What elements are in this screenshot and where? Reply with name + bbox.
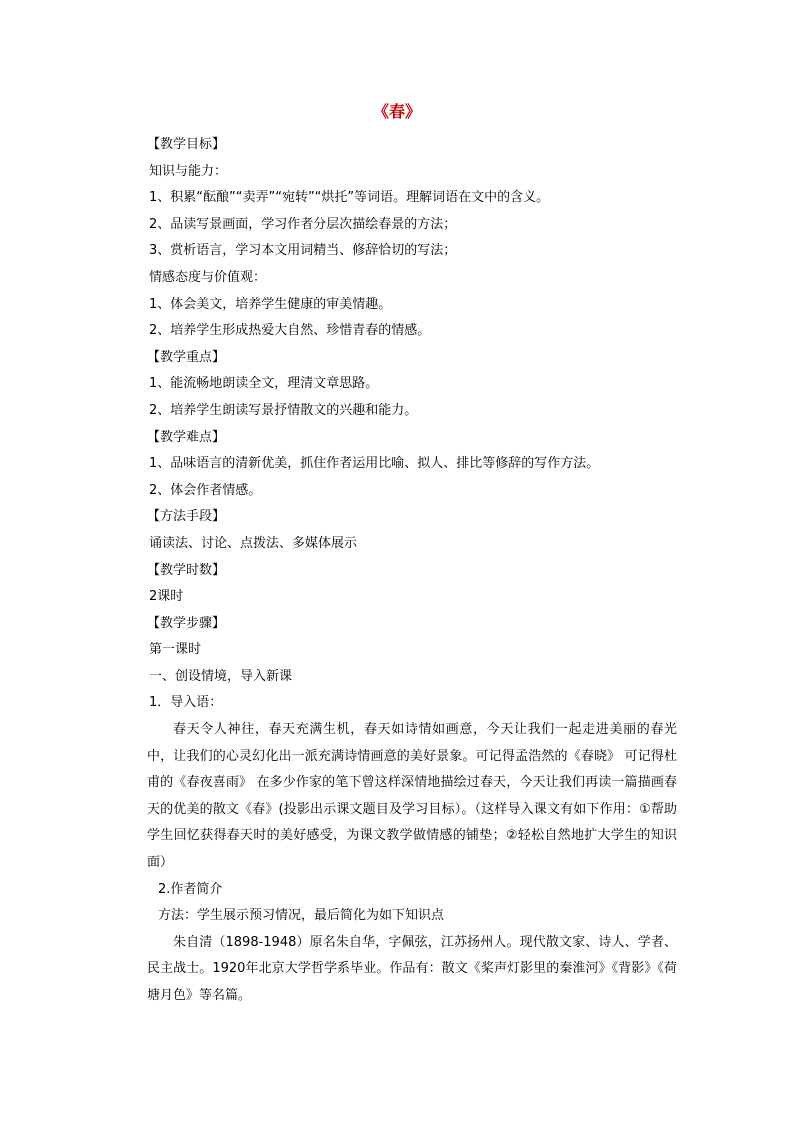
part-heading: 一、创设情境，导入新课	[149, 668, 293, 684]
step-item: 1．导入语：	[149, 695, 223, 711]
list-item: 2、体会作者情感。	[149, 482, 262, 498]
lesson-label: 第一课时	[149, 642, 202, 658]
section-heading-key-points: 【教学重点】	[147, 349, 226, 365]
section-heading-methods: 【方法手段】	[147, 509, 226, 525]
list-item: 1、品味语言的清新优美，抓住作者运用比喻、拟人、排比等修辞的写作方法。	[149, 456, 600, 472]
subheading-knowledge: 知识与能力：	[149, 163, 228, 179]
list-item: 2、培养学生朗读写景抒情散文的兴趣和能力。	[149, 402, 418, 418]
intro-paragraph: 春天令人神往，春天充满生机，春天如诗情如画意，今天让我们一起走进美丽的春光中，让我们的心灵幻化出一派充满诗情画意的美好景象。可记得孟浩然的《春晓》 可记得杜甫的《春夜喜雨》 在多少作家的笔下曾这样深情地描绘过春天，今天让我们再读一篇描画春天的优美的散文《春》(投影出示课文题目及学习目标）。（这样导入课文有如下作用：①帮助学生回忆获得春天时的美好感受，为课文教学做情感的铺垫；②轻松自然地扩大学生的知识面）	[147, 722, 677, 871]
section-heading-steps: 【教学步骤】	[147, 615, 226, 631]
list-item: 3、赏析语言，学习本文用词精当、修辞恰切的写法；	[149, 243, 457, 259]
list-item: 2、培养学生形成热爱大自然、珍惜青春的情感。	[149, 323, 431, 339]
hours-text: 2课时	[149, 589, 184, 605]
section-heading-hours: 【教学时数】	[147, 562, 226, 578]
list-item: 1、体会美文，培养学生健康的审美情趣。	[149, 296, 392, 312]
section-heading-difficulties: 【教学难点】	[147, 429, 226, 445]
document-title: 《春》	[372, 102, 421, 121]
subheading-emotion: 情感态度与价值观：	[149, 269, 267, 285]
document-body	[147, 132, 677, 1010]
list-item: 1、积累“酝酿”“卖弄”“宛转”“烘托”等词语。理解词语在文中的含义。	[149, 190, 550, 206]
list-item: 1、能流畅地朗读全文，理清文章思路。	[149, 376, 379, 392]
list-item: 2、品读写景画面，学习作者分层次描绘春景的方法；	[149, 216, 457, 232]
section-heading-goals: 【教学目标】	[147, 137, 226, 152]
method-line: 方法：学生展示预习情况，最后简化为如下知识点	[158, 908, 445, 924]
methods-text: 诵读法、讨论、点拨法、多媒体展示	[149, 535, 358, 551]
step-item: 2.作者简介	[158, 881, 223, 897]
author-paragraph: 朱自清（1898-1948）原名朱自华，字佩弦，江苏扬州人。现代散文家、诗人、学者、民主战士。1920年北京大学哲学系毕业。作品有：散文《桨声灯影里的秦淮河》《背影》《荷塘月色》等名篇。	[147, 934, 677, 1003]
